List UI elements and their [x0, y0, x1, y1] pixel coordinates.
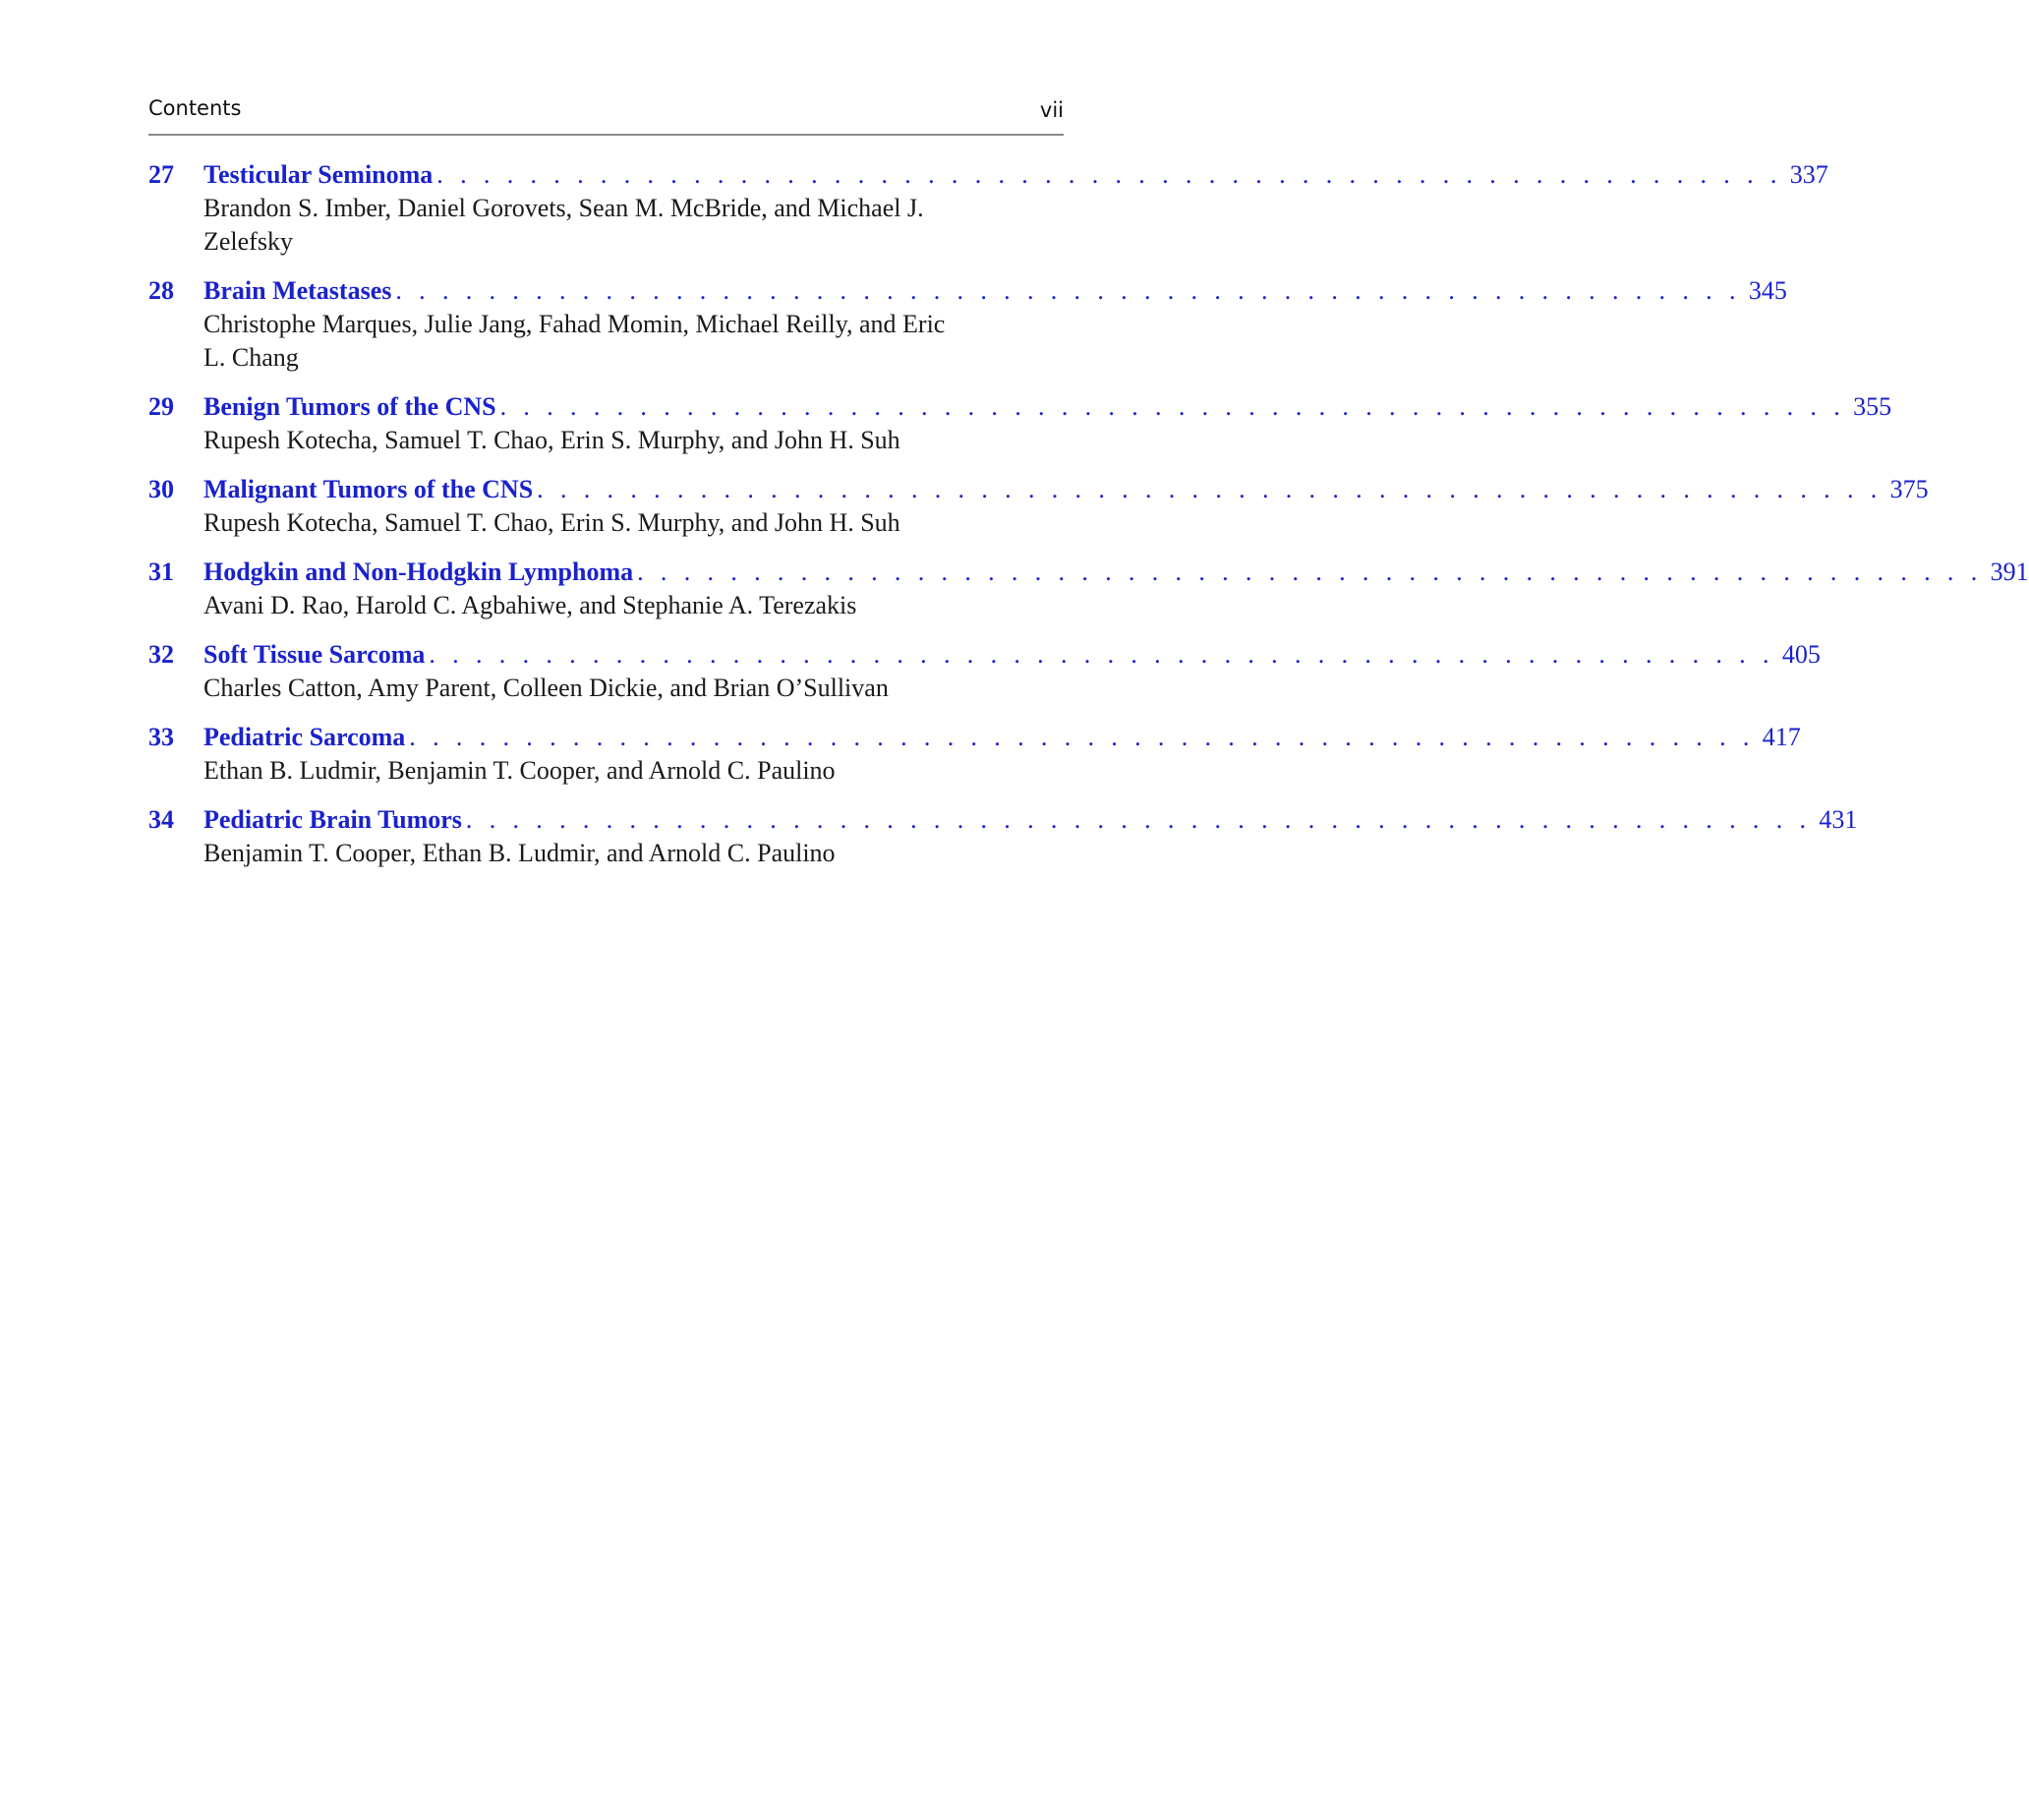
chapter-link[interactable] [203, 637, 1821, 672]
chapter-page[interactable]: 431 [1819, 805, 1858, 834]
chapter-title[interactable]: Brain Metastases [203, 276, 392, 305]
chapter-page[interactable]: 355 [1853, 392, 1892, 421]
toc-entry-line [148, 555, 2029, 589]
chapter-number: 28 [148, 276, 174, 305]
toc-entry [148, 157, 1828, 259]
section-title: Contents [148, 96, 242, 120]
dot-leader: . . . . . . . . . . . . . . . . . . . . . . . . . . . . . . . . . . . . . . . . . . . . . . . . . . . . . . . . . . [429, 640, 1774, 669]
chapter-page[interactable]: 345 [1748, 276, 1787, 305]
chapter-title[interactable]: Hodgkin and Non-Hodgkin Lymphoma [203, 558, 634, 586]
chapter-number: 31 [148, 558, 174, 586]
toc-entry [148, 273, 1787, 375]
chapter-link[interactable] [203, 389, 1892, 424]
chapter-page[interactable]: 405 [1781, 640, 1821, 669]
toc-entry-line [148, 637, 1821, 672]
page-number: vii [1039, 98, 1064, 122]
dot-leader: . . . . . . . . . . . . . . . . . . . . . . . . . . . . . . . . . . . . . . . . . . . . . . . . . . . . . . . . . . [409, 723, 1755, 751]
chapter-authors: Charles Catton, Amy Parent, Colleen Dickie, and Brian O’Sullivan [203, 674, 889, 702]
chapter-link[interactable] [203, 720, 1801, 754]
chapter-page[interactable]: 391 [1990, 558, 2029, 586]
chapter-number: 33 [148, 723, 174, 751]
chapter-authors: Rupesh Kotecha, Samuel T. Chao, Erin S. Murphy, and John H. Suh [203, 426, 900, 454]
chapter-title[interactable]: Testicular Seminoma [203, 160, 434, 189]
dot-leader: . . . . . . . . . . . . . . . . . . . . . . . . . . . . . . . . . . . . . . . . . . . . . . . . . . . . . . . . . . [537, 475, 1883, 503]
chapter-authors: Avani D. Rao, Harold C. Agbahiwe, and Stephanie A. Terezakis [203, 591, 857, 619]
dot-leader: . . . . . . . . . . . . . . . . . . . . . . . . . . . . . . . . . . . . . . . . . . . . . . . . . . . . . . . . . . [395, 276, 1741, 305]
toc-entry [148, 389, 1892, 457]
toc-entry-line [148, 720, 1801, 754]
chapter-number: 30 [148, 475, 174, 503]
toc-entry-line [148, 389, 1892, 424]
chapter-title[interactable]: Benign Tumors of the CNS [203, 392, 496, 421]
chapter-number: 27 [148, 160, 174, 189]
chapter-title[interactable]: Pediatric Sarcoma [203, 723, 406, 751]
chapter-authors: Rupesh Kotecha, Samuel T. Chao, Erin S. Murphy, and John H. Suh [203, 508, 900, 537]
toc-entry [148, 802, 1858, 870]
toc-entry-line [148, 157, 1828, 192]
chapter-authors: Ethan B. Ludmir, Benjamin T. Cooper, and Arnold C. Paulino [203, 756, 836, 785]
chapter-link[interactable] [203, 273, 1787, 308]
chapter-title[interactable]: Malignant Tumors of the CNS [203, 475, 534, 503]
chapter-authors: Brandon S. Imber, Daniel Gorovets, Sean M. McBride, and Michael J. Zelefsky [203, 194, 924, 256]
toc-entry [148, 472, 1929, 540]
dot-leader: . . . . . . . . . . . . . . . . . . . . . . . . . . . . . . . . . . . . . . . . . . . . . . . . . . . . . . . . . . [637, 558, 1983, 586]
chapter-number: 29 [148, 392, 174, 421]
dot-leader: . . . . . . . . . . . . . . . . . . . . . . . . . . . . . . . . . . . . . . . . . . . . . . . . . . . . . . . . . . [499, 392, 1846, 421]
toc-entry [148, 720, 1801, 788]
toc-entry [148, 637, 1821, 705]
chapter-authors: Christophe Marques, Julie Jang, Fahad Momin, Michael Reilly, and Eric L. Chang [203, 310, 946, 372]
chapter-number: 34 [148, 805, 174, 834]
dot-leader: . . . . . . . . . . . . . . . . . . . . . . . . . . . . . . . . . . . . . . . . . . . . . . . . . . . . . . . . . . [465, 805, 1812, 834]
chapter-authors: Benjamin T. Cooper, Ethan B. Ludmir, and Arnold C. Paulino [203, 839, 836, 867]
chapter-page[interactable]: 417 [1762, 723, 1801, 751]
chapter-title[interactable]: Soft Tissue Sarcoma [203, 640, 426, 669]
chapter-page[interactable]: 375 [1889, 475, 1929, 503]
dot-leader: . . . . . . . . . . . . . . . . . . . . . . . . . . . . . . . . . . . . . . . . . . . . . . . . . . . . . . . . . . [436, 160, 1782, 189]
chapter-number: 32 [148, 640, 174, 669]
chapter-link[interactable] [203, 472, 1929, 506]
toc-entry-line [148, 472, 1929, 506]
chapter-link[interactable] [203, 555, 2029, 589]
table-of-contents [148, 157, 2029, 885]
chapter-title[interactable]: Pediatric Brain Tumors [203, 805, 462, 834]
toc-entry-line [148, 273, 1787, 308]
chapter-link[interactable] [203, 157, 1828, 192]
toc-entry-line [148, 802, 1858, 837]
chapter-link[interactable] [203, 802, 1858, 837]
chapter-page[interactable]: 337 [1789, 160, 1828, 189]
toc-entry [148, 555, 2029, 622]
running-head [148, 94, 1064, 136]
